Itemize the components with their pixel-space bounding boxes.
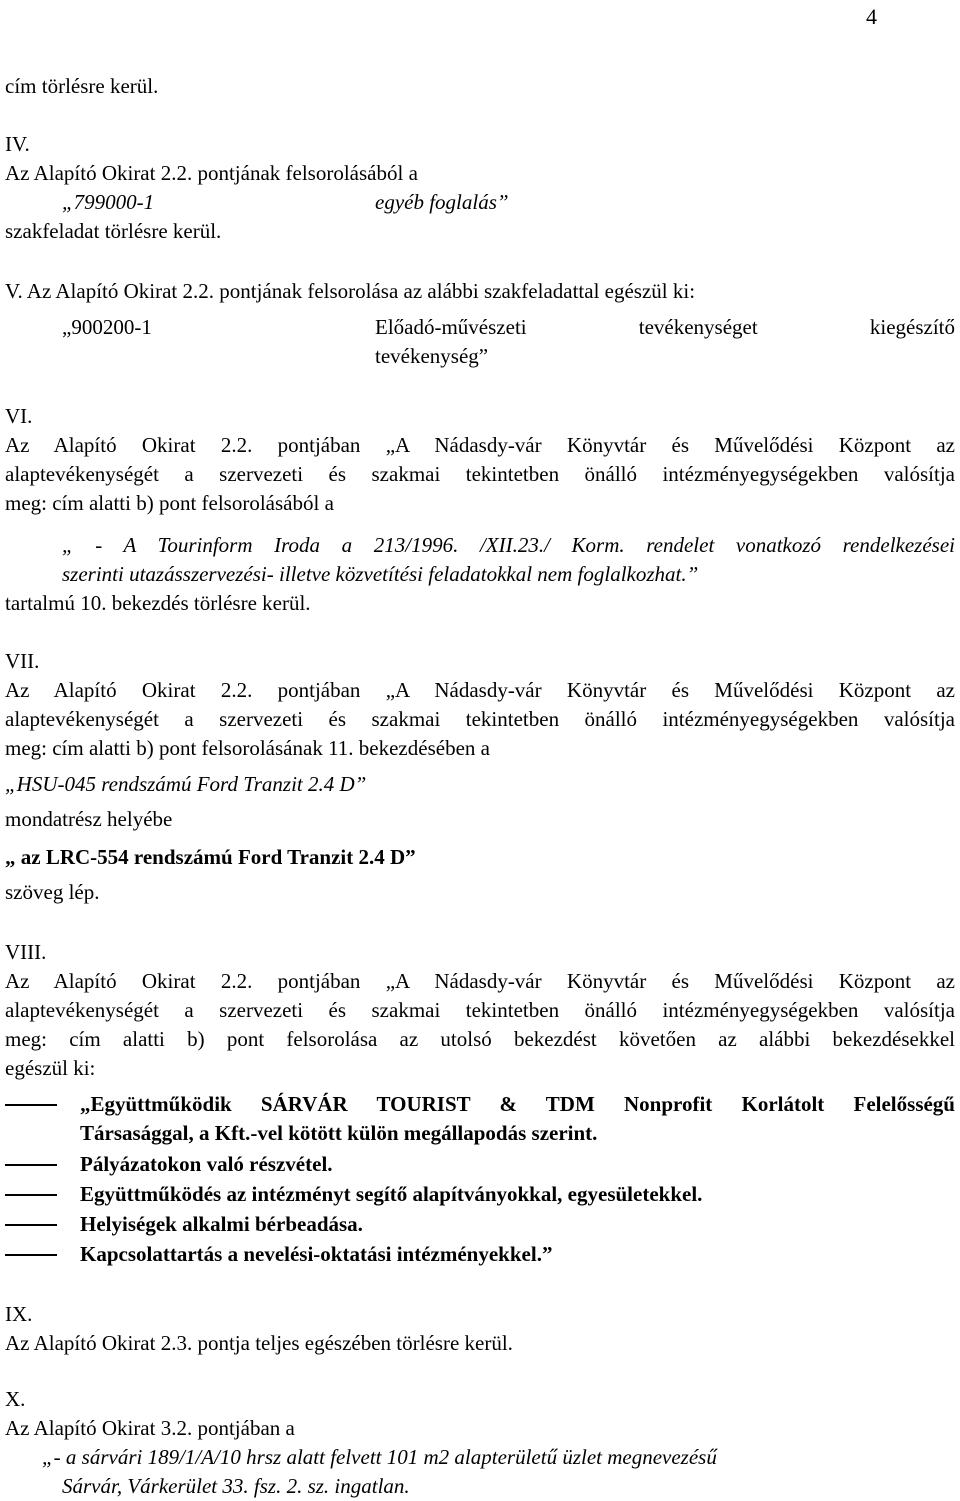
section-x-text: Az Alapító Okirat 3.2. pontjában a [5,1416,295,1440]
section-vii-text-2: alaptevékenységét a szervezeti és szakmai tekintetben önálló intézményegységekben valósítja [5,707,955,731]
section-vii-heading: VII. [5,649,40,673]
list-item: Pályázatokon való részvétel. [80,1152,333,1176]
intro-text: cím törlésre kerül. [5,74,159,98]
section-viii-text-3: meg: cím alatti b) pont felsorolása az utolsó bekezdést követően az alábbi bekezdésekkel [5,1027,955,1051]
section-vii-old-text: „HSU-045 rendszámú Ford Tranzit 2.4 D” [5,772,367,796]
section-vi-quote-2: szerinti utazásszervezési- illetve közvetítési feladatokkal nem foglalkozhat.” [62,562,699,586]
section-v-code: „900200-1 [62,315,152,339]
list-item: Helyiségek alkalmi bérbeadása. [80,1212,363,1236]
section-vi-heading: VI. [5,404,33,428]
list-item-cont: Társasággal, a Kft.-vel kötött külön megállapodás szerint. [80,1121,598,1145]
section-viii-heading: VIII. [5,940,47,964]
section-vii-new-text: „ az LRC-554 rendszámú Ford Tranzit 2.4 D” [5,845,416,869]
section-vii-mid-text: mondatrész helyébe [5,807,173,831]
section-vi-quote-1: „ - A Tourinform Iroda a 213/1996. /XII.23./ Korm. rendelet vonatkozó rendelkezései [62,533,955,557]
section-ix-text: Az Alapító Okirat 2.3. pontja teljes egészében törlésre kerül. [5,1331,513,1355]
section-x-quote-1: „- a sárvári 189/1/A/10 hrsz alatt felvett 101 m2 alapterületű üzlet megnevezésű [42,1445,717,1469]
list-item: „Együttműködik SÁRVÁR TOURIST & TDM Nonprofit Korlátolt Felelősségű [80,1092,955,1116]
list-item: Együttműködés az intézményt segítő alapítványokkal, egyesületekkel. [80,1182,703,1206]
section-vi-text-1: Az Alapító Okirat 2.2. pontjában „A Nádasdy-vár Könyvtár és Művelődési Központ az [5,433,955,457]
section-vi-text-2: alaptevékenységét a szervezeti és szakmai tekintetben önálló intézményegységekben valósítja [5,462,955,486]
section-iv-text-end: szakfeladat törlésre kerül. [5,219,222,243]
section-x-heading: X. [5,1387,26,1411]
section-vii-end-text: szöveg lép. [5,880,100,904]
section-iv-text: Az Alapító Okirat 2.2. pontjának felsorolásából a [5,161,418,185]
section-iv-name: egyéb foglalás” [375,190,509,214]
section-vii-text-1: Az Alapító Okirat 2.2. pontjában „A Nádasdy-vár Könyvtár és Művelődési Központ az [5,678,955,702]
section-vii-text-3: meg: cím alatti b) pont felsorolásának 11. bekezdésében a [5,736,490,760]
section-viii-text-2: alaptevékenységét a szervezeti és szakmai tekintetben önálló intézményegységekben valósítja [5,998,955,1022]
section-viii-text-1: Az Alapító Okirat 2.2. pontjában „A Nádasdy-vár Könyvtár és Művelődési Központ az [5,969,955,993]
section-iv-code: „799000-1 [62,190,155,214]
section-v-text: V. Az Alapító Okirat 2.2. pontjának felsorolása az alábbi szakfeladattal egészül ki: [5,279,696,303]
page-number: 4 [866,4,877,29]
list-item: Kapcsolattartás a nevelési-oktatási intézményekkel.” [80,1242,553,1266]
section-v-item [5,313,955,342]
section-iv-heading: IV. [5,132,30,156]
section-v-name: Előadó-művészeti tevékenységet kiegészítő [375,315,955,339]
section-ix-heading: IX. [5,1302,33,1326]
section-iv-item [5,188,955,217]
section-vi-text-3: meg: cím alatti b) pont felsorolásából a [5,491,334,515]
section-x-quote-2: Sárvár, Várkerület 33. fsz. 2. sz. ingatlan. [62,1474,410,1498]
section-viii-text-4: egészül ki: [5,1056,96,1080]
section-v-name-cont: tevékenység” [375,344,489,368]
section-vi-text-4: tartalmú 10. bekezdés törlésre kerül. [5,591,311,615]
